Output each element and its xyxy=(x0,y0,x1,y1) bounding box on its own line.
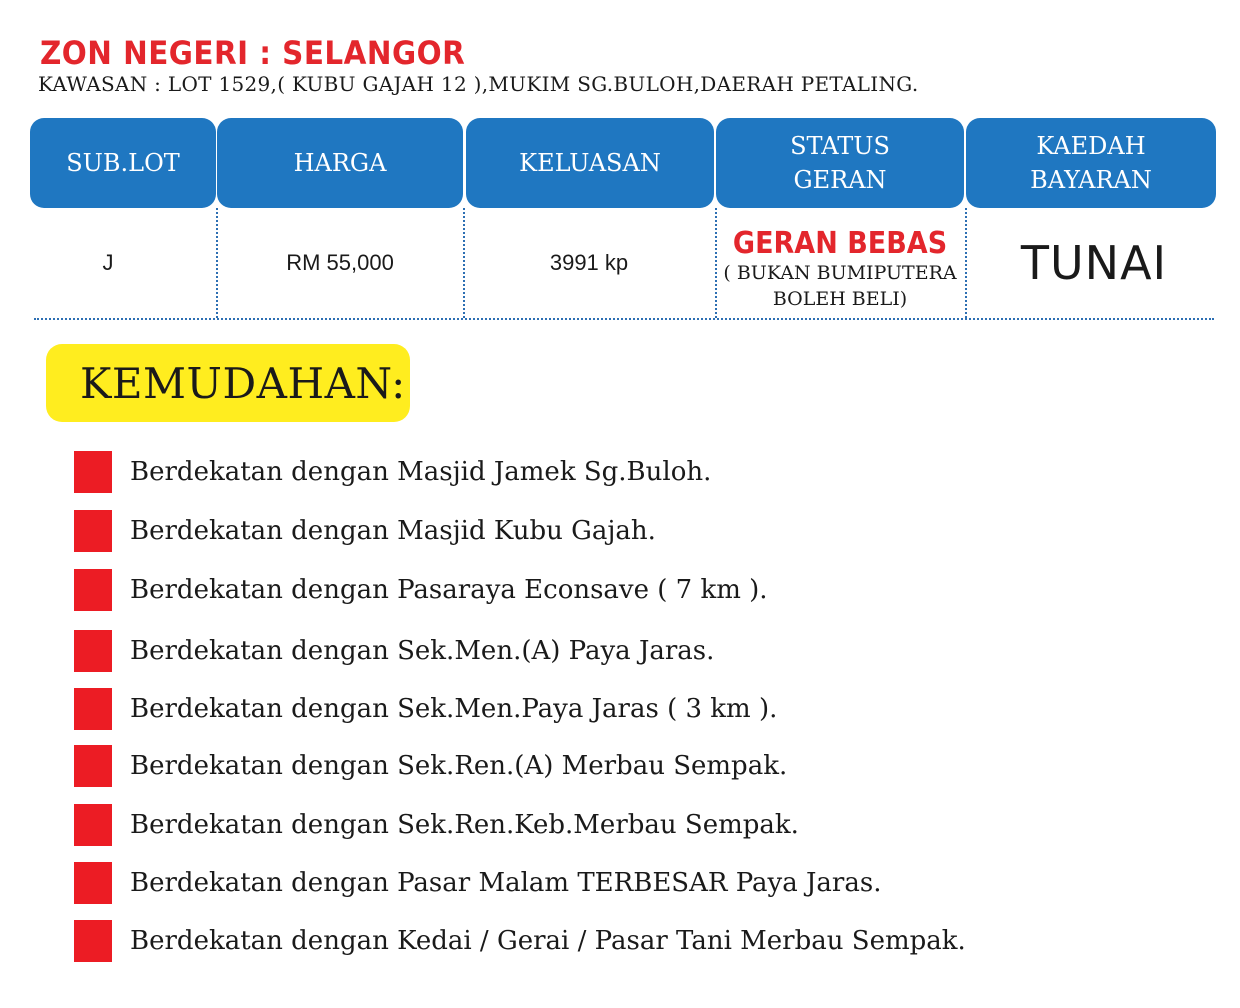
column-divider xyxy=(463,208,465,318)
list-item xyxy=(74,920,966,962)
red-square-bullet-icon xyxy=(74,510,112,552)
kemudahan-heading xyxy=(46,344,410,422)
list-item xyxy=(74,569,768,611)
kemudahan-title: KEMUDAHAN: xyxy=(80,358,406,408)
list-item xyxy=(74,451,711,493)
geran-note-line-2: BOLEH BELI) xyxy=(772,288,908,310)
cell-harga: RM 55,000 xyxy=(286,250,394,275)
col-header-harga: HARGA xyxy=(217,118,463,208)
kawasan-line: KAWASAN : LOT 1529,( KUBU GAJAH 12 ),MUKIM SG.BULOH,DAERAH PETALING. xyxy=(38,72,919,96)
zone-title: ZON NEGERI : SELANGOR xyxy=(40,34,466,72)
facility-text: Berdekatan dengan Sek.Ren.Keb.Merbau Sempak. xyxy=(130,810,799,840)
facility-text: Berdekatan dengan Masjid Jamek Sg.Buloh. xyxy=(130,457,712,487)
list-item xyxy=(74,862,881,904)
col-header-status-geran: STATUS GERAN xyxy=(716,118,964,208)
list-item xyxy=(74,804,799,846)
geran-bebas-label: GERAN BEBAS xyxy=(732,226,948,261)
red-square-bullet-icon xyxy=(74,804,112,846)
geran-note-line-1: ( BUKAN BUMIPUTERA xyxy=(723,262,957,284)
red-square-bullet-icon xyxy=(74,451,112,493)
cell-keluasan: 3991 kp xyxy=(549,250,629,275)
red-square-bullet-icon xyxy=(74,569,112,611)
facility-text: Berdekatan dengan Kedai / Gerai / Pasar Tani Merbau Sempak. xyxy=(130,926,966,956)
facility-text: Berdekatan dengan Masjid Kubu Gajah. xyxy=(130,516,656,546)
col-header-kaedah-bayaran: KAEDAH BAYARAN xyxy=(966,118,1216,208)
list-item xyxy=(74,688,777,730)
cell-status-geran xyxy=(716,208,964,318)
facility-text: Berdekatan dengan Pasaraya Econsave ( 7 km ). xyxy=(130,575,768,605)
col-header-keluasan: KELUASAN xyxy=(466,118,714,208)
list-item xyxy=(74,510,656,552)
col-header-sub-lot: SUB.LOT xyxy=(30,118,216,208)
facility-text: Berdekatan dengan Sek.Men.(A) Paya Jaras. xyxy=(130,636,715,666)
red-square-bullet-icon xyxy=(74,630,112,672)
list-item xyxy=(74,745,787,787)
red-square-bullet-icon xyxy=(74,862,112,904)
facility-text: Berdekatan dengan Sek.Ren.(A) Merbau Sempak. xyxy=(130,751,788,781)
cell-kaedah-bayaran: TUNAI xyxy=(1020,236,1168,290)
facility-text: Berdekatan dengan Sek.Men.Paya Jaras ( 3 km ). xyxy=(130,694,778,724)
red-square-bullet-icon xyxy=(74,745,112,787)
red-square-bullet-icon xyxy=(74,688,112,730)
facility-text: Berdekatan dengan Pasar Malam TERBESAR Paya Jaras. xyxy=(130,868,882,898)
red-square-bullet-icon xyxy=(74,920,112,962)
list-item xyxy=(74,630,714,672)
cell-sub-lot: J xyxy=(102,250,114,275)
